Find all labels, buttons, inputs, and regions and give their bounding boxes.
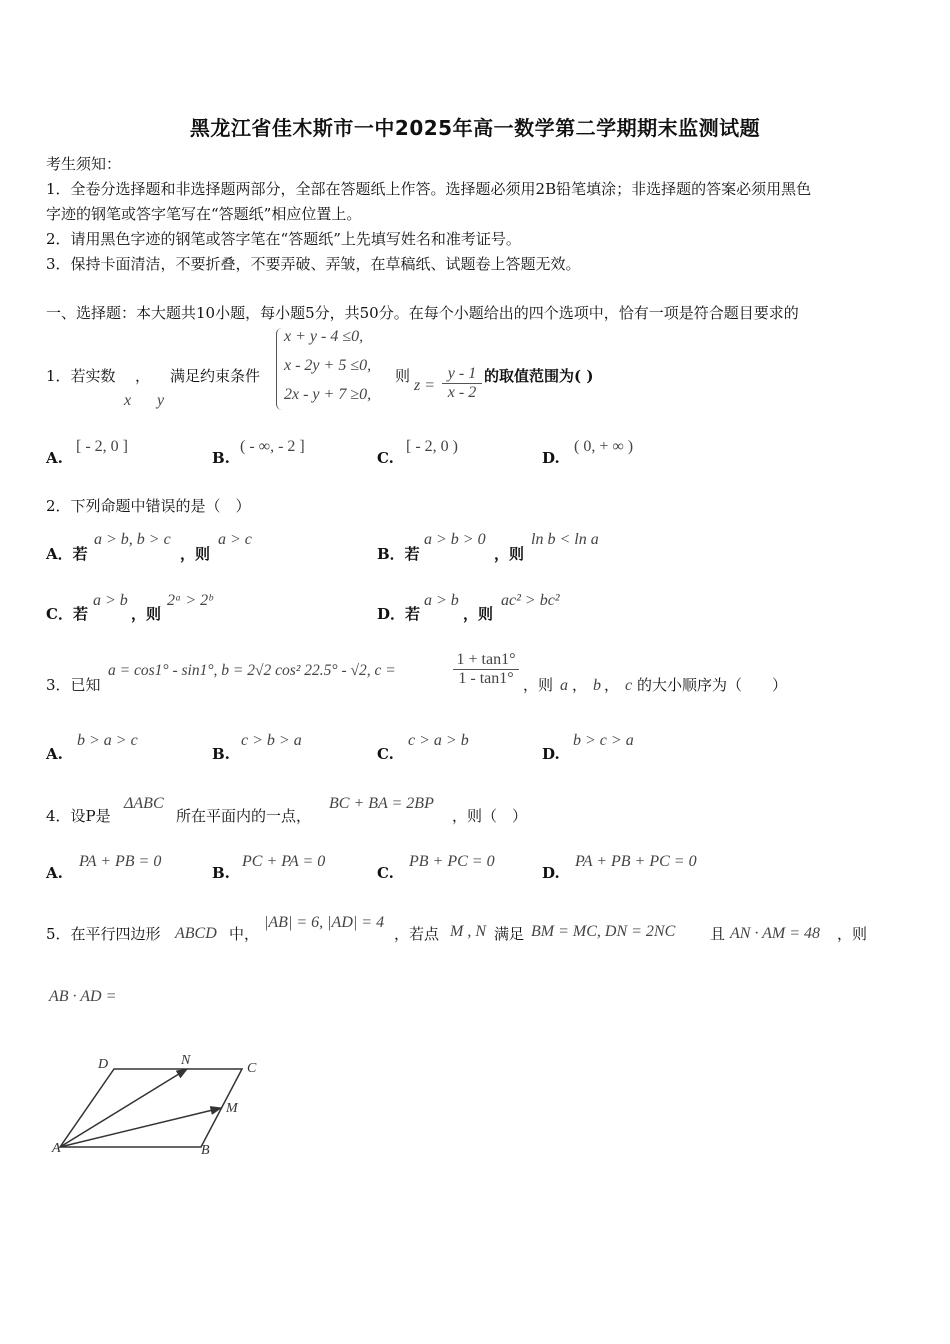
q5-and: 且 [710, 925, 726, 943]
page-title: 黑龙江省佳木斯市一中2025年高一数学第二学期期末监测试题 [189, 116, 761, 140]
q2-stem: 2．下列命题中错误的是（ ） [46, 497, 251, 515]
q2-option-b-then: ，则 [494, 545, 525, 563]
q5-mid: ，若点 [394, 925, 440, 943]
q2-option-a-cond[interactable]: a > b, b > c [94, 531, 171, 548]
q4-prefix: 4．设P是 [46, 807, 111, 825]
q3-option-a-label[interactable]: A. [46, 745, 63, 763]
q3-option-b-label[interactable]: B. [212, 745, 230, 763]
q3-var-c: c [625, 677, 633, 694]
q5-zh: 中， [229, 925, 260, 943]
q1-constraint-2: x - 2y + 5 ≤0, [284, 357, 372, 374]
q1-prefix: 1．若实数 [46, 367, 116, 385]
parallelogram-abcd [60, 1069, 242, 1147]
q3-then: ，则 [523, 676, 554, 694]
label-c: C [247, 1061, 257, 1076]
q1-numerator: y - 1 [442, 365, 482, 384]
q4-option-a[interactable]: PA + PB = 0 [79, 853, 162, 870]
label-d: D [98, 1057, 109, 1072]
label-n: N [181, 1053, 191, 1068]
q2-option-d-then: ，则 [463, 605, 494, 623]
q2-option-b-cond[interactable]: a > b > 0 [424, 531, 486, 548]
q2-option-a-then: ，则 [180, 545, 211, 563]
label-m: M [226, 1101, 238, 1116]
label-b: B [201, 1143, 210, 1158]
q1-suffix: 的取值范围为( ) [484, 367, 594, 385]
q1-option-d[interactable]: ( 0, + ∞ ) [574, 438, 634, 455]
section-heading: 一、选择题：本大题共10小题，每小题5分，共50分。在每个小题给出的四个选项中，恰有一项是符合题目要求的 [46, 304, 799, 322]
q1-comma: ， [135, 367, 151, 385]
q1-option-b[interactable]: ( - ∞, - 2 ] [240, 438, 305, 455]
notice-heading: 考生须知： [46, 155, 122, 173]
q4-option-a-label[interactable]: A. [46, 864, 63, 882]
q3-var-a: a [560, 677, 568, 694]
q1-constraint-3: 2x - y + 7 ≥0, [284, 386, 372, 403]
q4-option-d-label[interactable]: D. [542, 864, 560, 882]
q5-points: M , N [450, 923, 486, 940]
q2-option-a-label[interactable]: A．若 [46, 545, 88, 563]
q3-var-b: b [593, 677, 601, 694]
q2-option-c-then: ，则 [131, 605, 162, 623]
q3-numerator: 1 + tan1° [453, 651, 519, 670]
vector-am [60, 1108, 221, 1147]
parallelogram-figure [40, 1048, 280, 1168]
q4-mid: 所在平面内的一点， [176, 807, 312, 825]
q5-then: ，则 [837, 925, 868, 943]
q3-option-b[interactable]: c > b > a [241, 732, 302, 749]
q5-lengths: |AB| = 6, |AD| = 4 [264, 914, 385, 931]
q1-option-a-label[interactable]: A. [46, 449, 63, 467]
q3-sep-1: ， [572, 676, 588, 694]
q4-option-b[interactable]: PC + PA = 0 [242, 853, 326, 870]
q1-constraint-1: x + y - 4 ≤0, [284, 328, 364, 345]
q3-denominator: 1 - tan1° [458, 670, 514, 687]
q2-option-d-label[interactable]: D．若 [377, 605, 421, 623]
notice-item-3: 3．保持卡面清洁，不要折叠，不要弄破、弄皱，在草稿纸、试题卷上答题无效。 [46, 255, 581, 273]
q3-option-a[interactable]: b > a > c [77, 732, 138, 749]
q3-option-c[interactable]: c > a > b [408, 732, 469, 749]
q3-option-d[interactable]: b > c > a [573, 732, 634, 749]
q1-option-b-label[interactable]: B. [212, 449, 230, 467]
q2-option-b-label[interactable]: B．若 [377, 545, 420, 563]
notice-item-2: 2．请用黑色字迹的钢笔或答字笔在“答题纸”上先填写姓名和准考证号。 [46, 230, 521, 248]
q5-satisfy: 满足 [494, 925, 525, 943]
q2-option-a-result[interactable]: a > c [218, 531, 252, 548]
q5-dot-product: AN · AM = 48 [730, 925, 821, 942]
q3-option-d-label[interactable]: D. [542, 745, 560, 763]
q4-option-d[interactable]: PA + PB + PC = 0 [575, 853, 697, 870]
q1-option-c-label[interactable]: C. [377, 449, 394, 467]
q5-shape: ABCD [175, 925, 217, 942]
q3-expression: a = cos1° - sin1°, b = 2√2 cos² 22.5° - √2, c = [108, 662, 396, 679]
q4-option-c[interactable]: PB + PC = 0 [409, 853, 495, 870]
q2-option-c-cond[interactable]: a > b [93, 592, 128, 609]
q4-triangle: ΔABC [124, 795, 164, 812]
q2-option-c-result[interactable]: 2ᵃ > 2ᵇ [167, 592, 213, 609]
q3-fraction [453, 651, 519, 688]
q4-option-c-label[interactable]: C. [377, 864, 394, 882]
q1-brace [276, 328, 283, 410]
q1-fraction [442, 365, 482, 402]
q2-option-d-cond[interactable]: a > b [424, 592, 459, 609]
notice-item-1: 1．全卷分选择题和非选择题两部分，全部在答题纸上作答。选择题必须用2B铅笔填涂；非选择题的答案必须用黑色 [46, 180, 812, 198]
q1-option-a[interactable]: [ - 2, 0 ] [76, 438, 128, 455]
q1-z: z = [414, 377, 436, 394]
q5-ask: AB · AD = [49, 988, 117, 1005]
q5-prefix: 5．在平行四边形 [46, 925, 161, 943]
q2-option-d-result[interactable]: ac² > bc² [501, 592, 560, 609]
q1-mid: 满足约束条件 [170, 367, 261, 385]
q1-var-x: x [124, 392, 132, 409]
label-a: A [52, 1141, 61, 1156]
q1-then: 则 [395, 367, 411, 385]
vector-an [60, 1069, 187, 1147]
q1-option-c[interactable]: [ - 2, 0 ) [406, 438, 458, 455]
notice-item-1-cont: 字迹的钢笔或答字笔写在“答题纸”相应位置上。 [46, 205, 362, 223]
q3-prefix: 3．已知 [46, 676, 101, 694]
q3-suffix: 的大小顺序为（ ） [637, 676, 788, 694]
q5-condition: BM = MC, DN = 2NC [531, 923, 676, 940]
q2-option-b-result[interactable]: ln b < ln a [531, 531, 599, 548]
q3-sep-2: ， [604, 676, 620, 694]
q1-var-y: y [157, 392, 165, 409]
q4-option-b-label[interactable]: B. [212, 864, 230, 882]
q4-suffix: ，则（ ） [452, 807, 528, 825]
q1-option-d-label[interactable]: D. [542, 449, 560, 467]
q4-condition: BC + BA = 2BP [329, 795, 434, 812]
q2-option-c-label[interactable]: C．若 [46, 605, 88, 623]
q3-option-c-label[interactable]: C. [377, 745, 394, 763]
q1-denominator: x - 2 [447, 384, 477, 401]
